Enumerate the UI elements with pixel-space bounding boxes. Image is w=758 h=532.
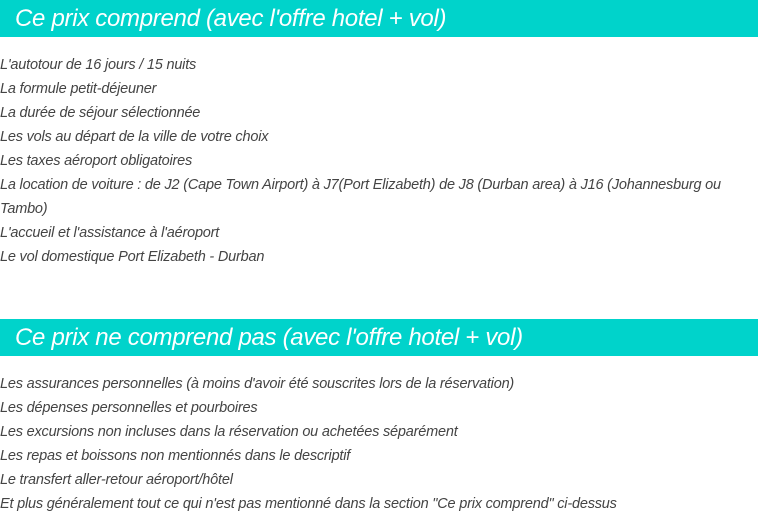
list-item: La location de voiture : de J2 (Cape Town Airport) à J7(Port Elizabeth) de J8 (Durban area) à J16 (Johannesburg ou Tambo) xyxy=(0,177,721,217)
included-list xyxy=(0,53,745,269)
included-section-title: Ce prix comprend (avec l'offre hotel + vol) xyxy=(0,0,758,37)
list-item: Les repas et boissons non mentionnés dans le descriptif xyxy=(0,448,351,464)
list-item: La durée de séjour sélectionnée xyxy=(0,105,201,121)
list-item: La formule petit-déjeuner xyxy=(0,81,157,97)
list-item: Et plus généralement tout ce qui n'est pas mentionné dans la section "Ce prix comprend" ci-dessus xyxy=(0,496,617,512)
list-item: Les vols au départ de la ville de votre choix xyxy=(0,129,269,145)
list-item: Les assurances personnelles (à moins d'avoir été souscrites lors de la réservation) xyxy=(0,376,515,392)
list-item: L'accueil et l'assistance à l'aéroport xyxy=(0,225,220,241)
list-item: Les taxes aéroport obligatoires xyxy=(0,153,193,169)
list-item: Le transfert aller-retour aéroport/hôtel xyxy=(0,472,233,488)
list-item: Le vol domestique Port Elizabeth - Durban xyxy=(0,249,265,265)
list-item: Les excursions non incluses dans la réservation ou achetées séparément xyxy=(0,424,458,440)
excluded-section-title: Ce prix ne comprend pas (avec l'offre hotel + vol) xyxy=(0,319,758,356)
excluded-list xyxy=(0,372,745,516)
list-item: L'autotour de 16 jours / 15 nuits xyxy=(0,57,197,73)
list-item: Les dépenses personnelles et pourboires xyxy=(0,400,258,416)
